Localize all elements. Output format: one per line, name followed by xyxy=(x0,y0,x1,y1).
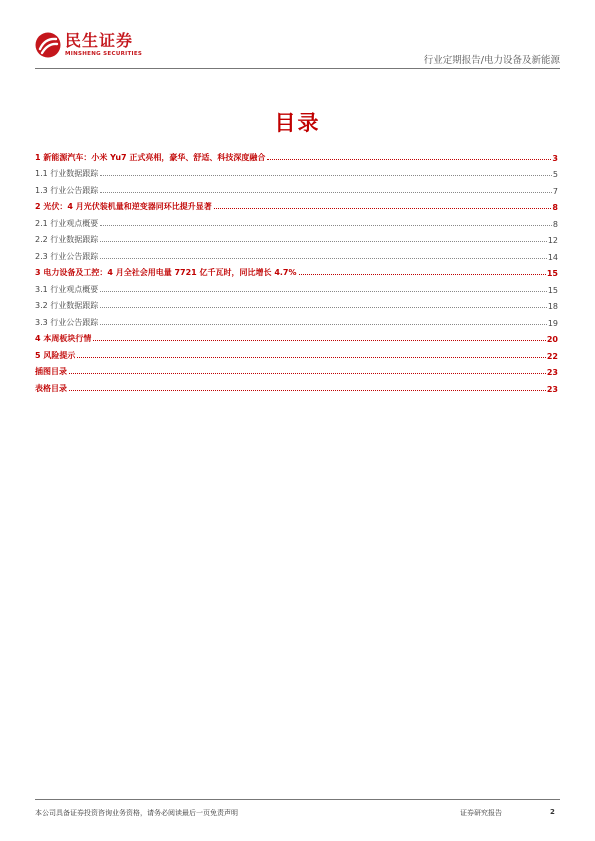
toc-entry-page: 23 xyxy=(546,384,558,394)
toc-entry-label: 1 新能源汽车：小米 Yu7 正式亮相，豪华、舒适、科技深度融合 xyxy=(35,152,266,162)
toc-leader-dots xyxy=(100,307,547,308)
toc-entry-label: 2.1 行业观点概要 xyxy=(35,218,99,228)
toc-entry-page: 14 xyxy=(547,252,558,262)
toc-leader-dots xyxy=(100,258,547,259)
toc-leader-dots xyxy=(100,192,552,193)
brand-logo xyxy=(35,32,142,58)
toc-leader-dots xyxy=(299,274,546,275)
toc-leader-dots xyxy=(69,373,546,374)
logo-chinese-name: 民生证券 xyxy=(65,31,134,50)
toc-entry-label: 3.1 行业观点概要 xyxy=(35,284,99,294)
toc-entry-page: 5 xyxy=(552,170,558,179)
toc-entry-label: 1.1 行业数据跟踪 xyxy=(35,169,99,178)
toc-entry-label: 2.3 行业公告跟踪 xyxy=(35,251,99,261)
toc-entry[interactable] xyxy=(35,179,558,196)
toc-leader-dots xyxy=(100,291,547,292)
page-title: 目录 xyxy=(274,111,321,135)
toc-entry[interactable] xyxy=(35,344,558,361)
toc-entry[interactable] xyxy=(35,212,558,229)
toc-leader-dots xyxy=(267,159,551,160)
toc-entry-page: 20 xyxy=(546,335,558,344)
toc-entry-label: 3.3 行业公告跟踪 xyxy=(35,317,99,327)
toc-entry-page: 12 xyxy=(547,236,558,245)
toc-leader-dots xyxy=(69,390,546,391)
toc-leader-dots xyxy=(100,175,552,176)
toc-entry-label: 插图目录 xyxy=(35,367,67,376)
toc-leader-dots xyxy=(100,225,552,226)
toc-entry-page: 23 xyxy=(546,368,558,377)
toc-entry[interactable] xyxy=(35,278,558,295)
toc-leader-dots xyxy=(100,324,547,325)
toc-entry-page: 15 xyxy=(546,269,558,278)
toc-entry[interactable] xyxy=(35,328,558,345)
toc-entry-page: 19 xyxy=(547,318,558,328)
toc-entry-page: 3 xyxy=(552,153,558,163)
toc-entry-label: 表格目录 xyxy=(35,383,67,393)
toc-entry-page: 8 xyxy=(552,203,558,212)
toc-entry-page: 8 xyxy=(552,219,558,229)
minsheng-logo-icon xyxy=(35,32,61,58)
toc-leader-dots xyxy=(77,357,546,358)
toc-entry[interactable] xyxy=(35,377,558,394)
toc-entry[interactable] xyxy=(35,196,558,213)
toc-entry[interactable] xyxy=(35,311,558,328)
toc-entry-label: 4 本周板块行情 xyxy=(35,334,92,343)
toc-entry[interactable] xyxy=(35,245,558,262)
toc-entry[interactable] xyxy=(35,146,558,163)
toc-entry[interactable] xyxy=(35,163,558,180)
toc-entry-page: 15 xyxy=(547,285,558,295)
toc-entry-page: 22 xyxy=(546,351,558,361)
toc-entry-label: 3 电力设备及工控：4 月全社会用电量 7721 亿千瓦时，同比增长 4.7% xyxy=(35,268,297,277)
footer-report-label: 证券研究报告 xyxy=(460,809,502,817)
header-divider xyxy=(35,68,560,69)
toc-leader-dots xyxy=(100,241,547,242)
toc-entry-label: 5 风险提示 xyxy=(35,350,76,360)
table-of-contents xyxy=(35,146,558,394)
toc-entry-label: 2 光伏：4 月光伏装机量和逆变器同环比提升显著 xyxy=(35,202,212,211)
report-type: 行业定期报告/电力设备及新能源 xyxy=(423,55,560,66)
toc-entry[interactable] xyxy=(35,295,558,312)
footer-divider xyxy=(35,799,560,800)
footer-page-number: 2 xyxy=(550,808,555,816)
toc-entry-page: 7 xyxy=(552,186,558,196)
page-header xyxy=(35,30,560,70)
toc-entry-label: 1.3 行业公告跟踪 xyxy=(35,185,99,195)
toc-leader-dots xyxy=(93,340,546,341)
toc-entry-label: 2.2 行业数据跟踪 xyxy=(35,235,99,244)
toc-entry[interactable] xyxy=(35,229,558,246)
logo-english-name: MINSHENG SECURITIES xyxy=(65,51,143,57)
toc-entry[interactable] xyxy=(35,262,558,279)
toc-entry-label: 3.2 行业数据跟踪 xyxy=(35,301,99,310)
toc-entry[interactable] xyxy=(35,361,558,378)
footer-disclaimer: 本公司具备证券投资咨询业务资格，请务必阅读最后一页免责声明 xyxy=(35,809,238,817)
toc-entry-page: 18 xyxy=(547,302,558,311)
toc-leader-dots xyxy=(214,208,552,209)
